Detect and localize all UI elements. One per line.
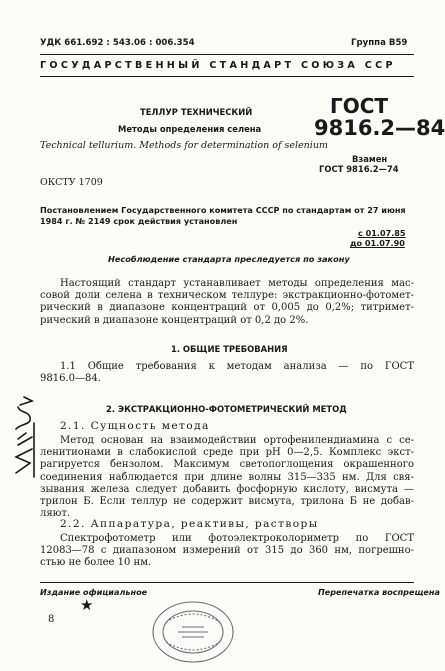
text-line: соединения наблюдается при длине волны 315—335 нм. Для свя- (40, 471, 414, 483)
library-stamp (148, 598, 238, 666)
text-line: Настоящий стандарт устанавливает методы определения мас- (60, 278, 414, 289)
decree-text (40, 205, 414, 227)
text-line: 9816.0—84. (40, 373, 101, 385)
text-line: ленитионами в слабокислой среде при pH 0—2,5. Комплекс экст- (40, 447, 414, 459)
section-2-heading: 2. ЭКСТРАКЦИОННО-ФОТОМЕТРИЧЕСКИЙ МЕТОД (106, 404, 347, 414)
handwritten-margin-note (10, 393, 38, 479)
document-title: ТЕЛЛУР ТЕХНИЧЕСКИЙ (140, 107, 253, 117)
group-code: Группа В59 (351, 38, 408, 48)
document-title-english: Technical tellurium. Methods for determination of selenium (40, 140, 328, 151)
gost-label: ГОСТ (330, 94, 389, 118)
official-edition-label: Издание официальное (40, 587, 148, 597)
decree-line: 1984 г. № 2149 срок действия установлен (40, 216, 238, 226)
clause-2-2 (40, 533, 414, 570)
text-line: Спектрофотометр или фотоэлектроколориметр по ГОСТ (60, 533, 414, 544)
text-line: 1.1 Общие требования к методам анализа — по ГОСТ (60, 361, 414, 372)
page-number: 8 (48, 614, 55, 625)
header-rule-top (40, 54, 414, 55)
text-line: стью не более 10 нм. (40, 557, 152, 569)
legal-notice: Несоблюдение стандарта преследуется по закону (108, 254, 350, 264)
text-line: Метод основан на взаимодействии ортофенилендиамина с се- (60, 435, 414, 446)
text-line: рический в диапазоне концентраций от 0,2 до 2%. (40, 314, 309, 326)
footer-rule (40, 582, 414, 583)
replaces-value: ГОСТ 9816.2—74 (319, 164, 399, 174)
text-line: трилон Б. Если теллур не содержит висмута, трилона Б не добав- (40, 496, 414, 508)
star-icon: ★ (80, 596, 94, 614)
validity-from: с 01.07.85 (358, 228, 406, 238)
decree-line: Постановлением Государственного комитета СССР по стандартам от 27 июня (40, 205, 406, 215)
text-line: ляют. (40, 508, 71, 520)
gost-number: 9816.2—84 (314, 116, 445, 140)
clause-2-2-heading: 2.2. Аппаратура, реактивы, растворы (60, 518, 319, 530)
standard-title: ГОСУДАРСТВЕННЫЙ СТАНДАРТ СОЮЗА ССР (40, 60, 396, 71)
okstu-code: ОКСТУ 1709 (40, 177, 103, 188)
text-line: совой доли селена в техническом теллуре: экстракционно-фотомет- (40, 290, 414, 302)
udk-code: УДК 661.692 : 543.06 : 006.354 (40, 38, 195, 48)
header-rule-bottom (40, 76, 414, 77)
intro-paragraph (40, 278, 414, 327)
reprint-prohibited-label: Перепечатка воспрещена (318, 587, 440, 597)
replaces-label: Взамен (352, 154, 388, 164)
text-line: рический в диапазоне концентраций от 0,005 до 0,2%; титримет- (40, 302, 414, 314)
text-line: рагируется бензолом. Максимум светопоглощения окрашенного (40, 459, 414, 471)
validity-to: до 01.07.90 (350, 238, 405, 248)
text-line: 12083—78 с диапазоном измерений от 315 до 360 нм, погрешно- (40, 545, 414, 557)
section-1-heading: 1. ОБЩИЕ ТРЕБОВАНИЯ (171, 344, 288, 354)
clause-1-1 (40, 361, 414, 385)
text-line: зывания железа следует добавить фосфорную кислоту, висмута — (40, 483, 414, 495)
clause-2-1 (40, 435, 414, 520)
document-subtitle: Методы определения селена (118, 124, 262, 134)
clause-2-1-heading: 2.1. Сущность метода (60, 420, 210, 432)
